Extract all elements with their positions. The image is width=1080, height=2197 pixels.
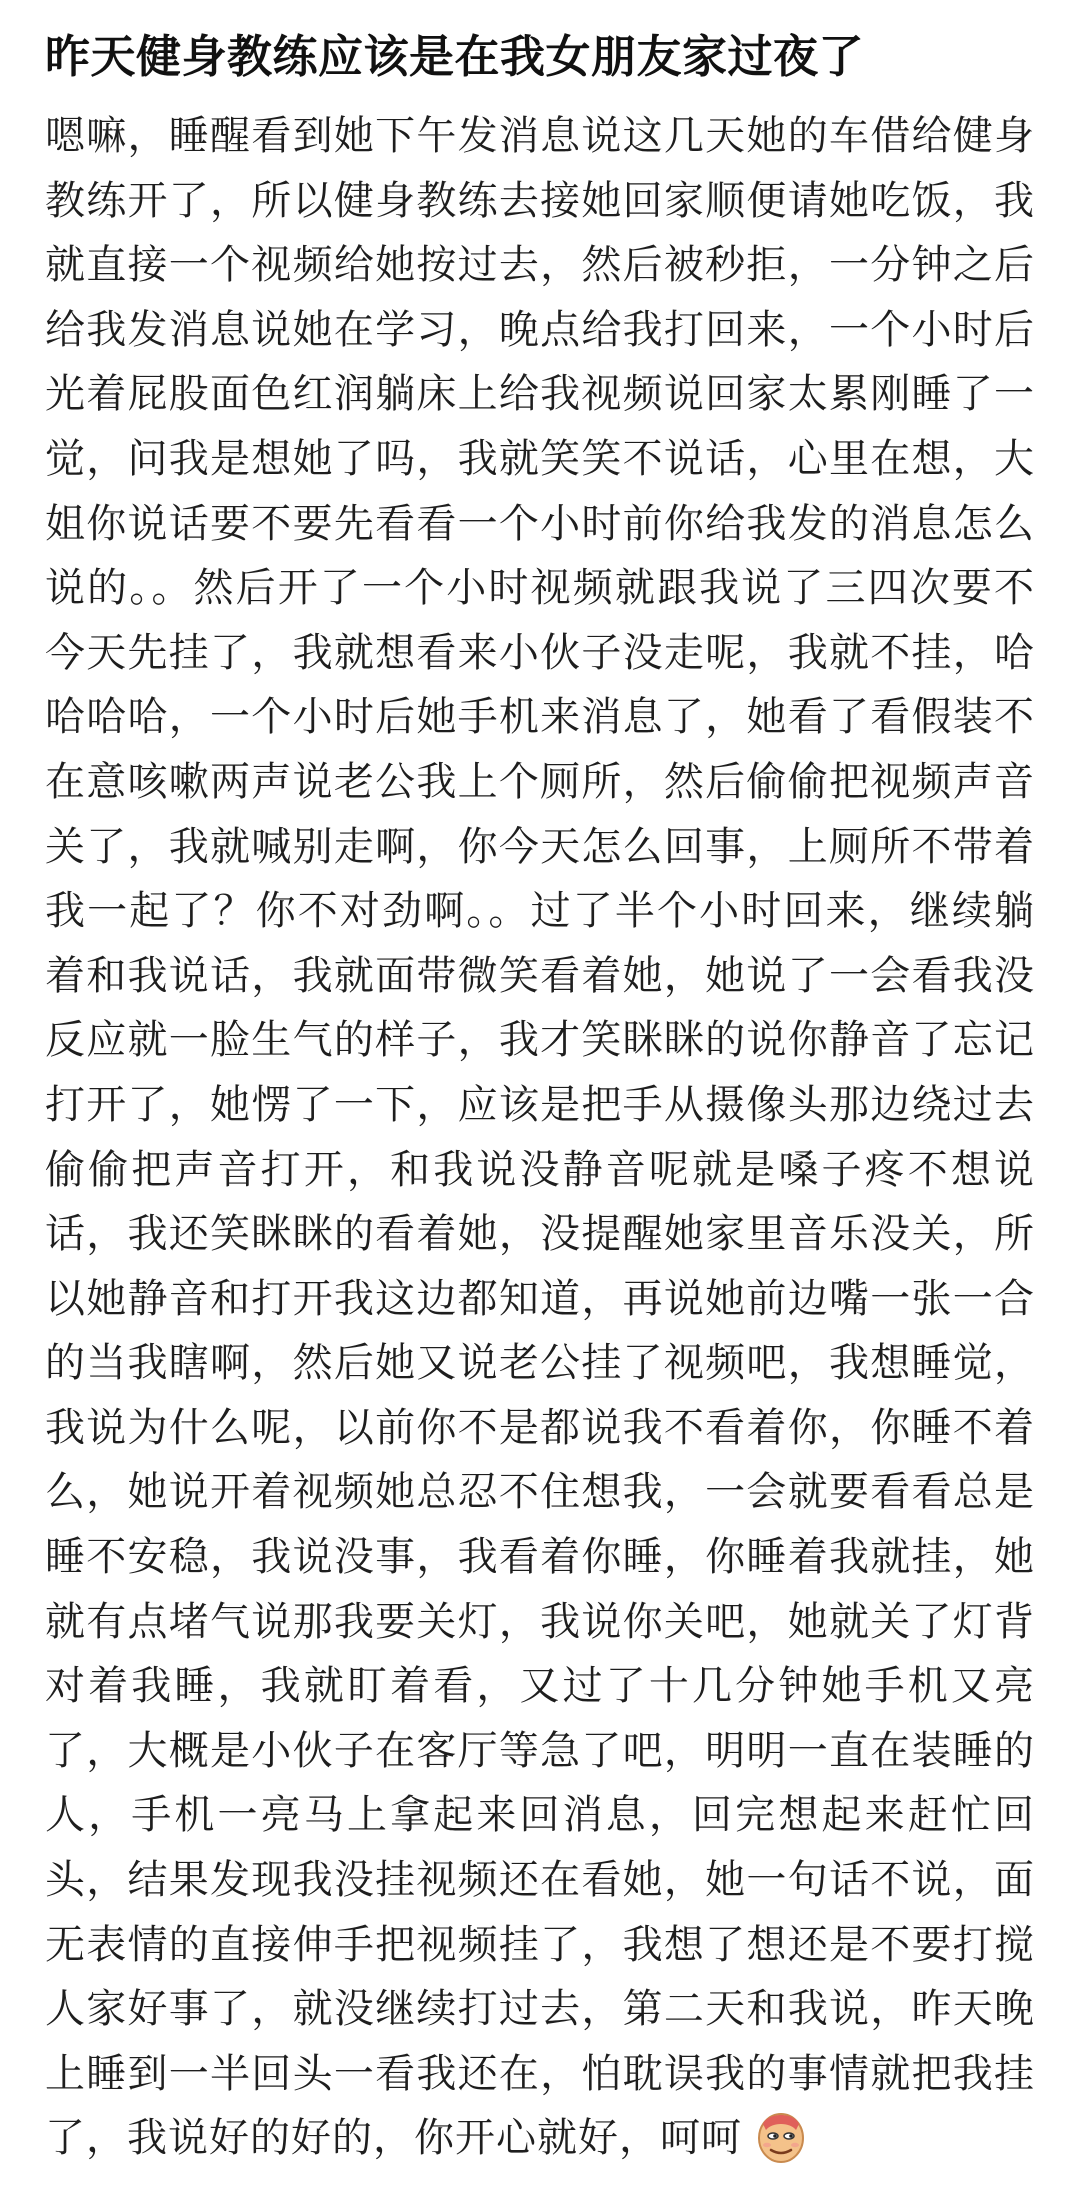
post-body <box>45 104 1035 2171</box>
post-title: 昨天健身教练应该是在我女朋友家过夜了 <box>45 30 865 83</box>
doge-face-icon <box>754 2108 808 2164</box>
post-body-text: 嗯嘛，睡醒看到她下午发消息说这几天她的车借给健身教练开了，所以健身教练去接她回家顺便请她吃饭，我就直接一个视频给她按过去，然后被秒拒，一分钟之后给我发消息说她在学习，晚点给我打回来，一个小时后光着屁股面色红润躺床上给我视频说回家太累刚睡了一觉，问我是想她了吗，我就笑笑不说话，心里在想，大姐你说话要不要先看看一个小时前你给我发的消息怎么说的。。然后开了一个小时视频就跟我说了三四次要不今天先挂了，我就想看来小伙子没走呢，我就不挂，哈哈哈哈，一个小时后她手机来消息了，她看了看假装不在意咳嗽两声说老公我上个厕所，然后偷偷把视频声音关了，我就喊别走啊，你今天怎么回事，上厕所不带着我一起了？你不对劲啊。。过了半个小时回来，继续躺着和我说话，我就面带微笑看着她，她说了一会看我没反应就一脸生气的样子，我才笑眯眯的说你静音了忘记打开了，她愣了一下，应该是把手从摄像头那边绕过去偷偷把声音打开，和我说没静音呢就是嗓子疼不想说话，我还笑眯眯的看着她，没提醒她家里音乐没关，所以她静音和打开我这边都知道，再说她前边嘴一张一合的当我瞎啊，然后她又说老公挂了视频吧，我想睡觉，我说为什么呢，以前你不是都说我不看着你，你睡不着么，她说开着视频她总忍不住想我，一会就要看看总是睡不安稳，我说没事，我看着你睡，你睡着我就挂，她就有点堵气说那我要关灯，我说你关吧，她就关了灯背对着我睡，我就盯着看，又过了十几分钟她手机又亮了，大概是小伙子在客厅等急了吧，明明一直在装睡的人，手机一亮马上拿起来回消息，回完想起来赶忙回头，结果发现我没挂视频还在看她，她一句话不说，面无表情的直接伸手把视频挂了，我想了想还是不要打搅人家好事了，就没继续打过去，第二天和我说，昨天晚上睡到一半回头一看我还在，怕耽误我的事情就把我挂了，我说好的好的，你开心就好，呵呵 <box>45 113 1035 2162</box>
weibo-post <box>45 24 1035 2171</box>
